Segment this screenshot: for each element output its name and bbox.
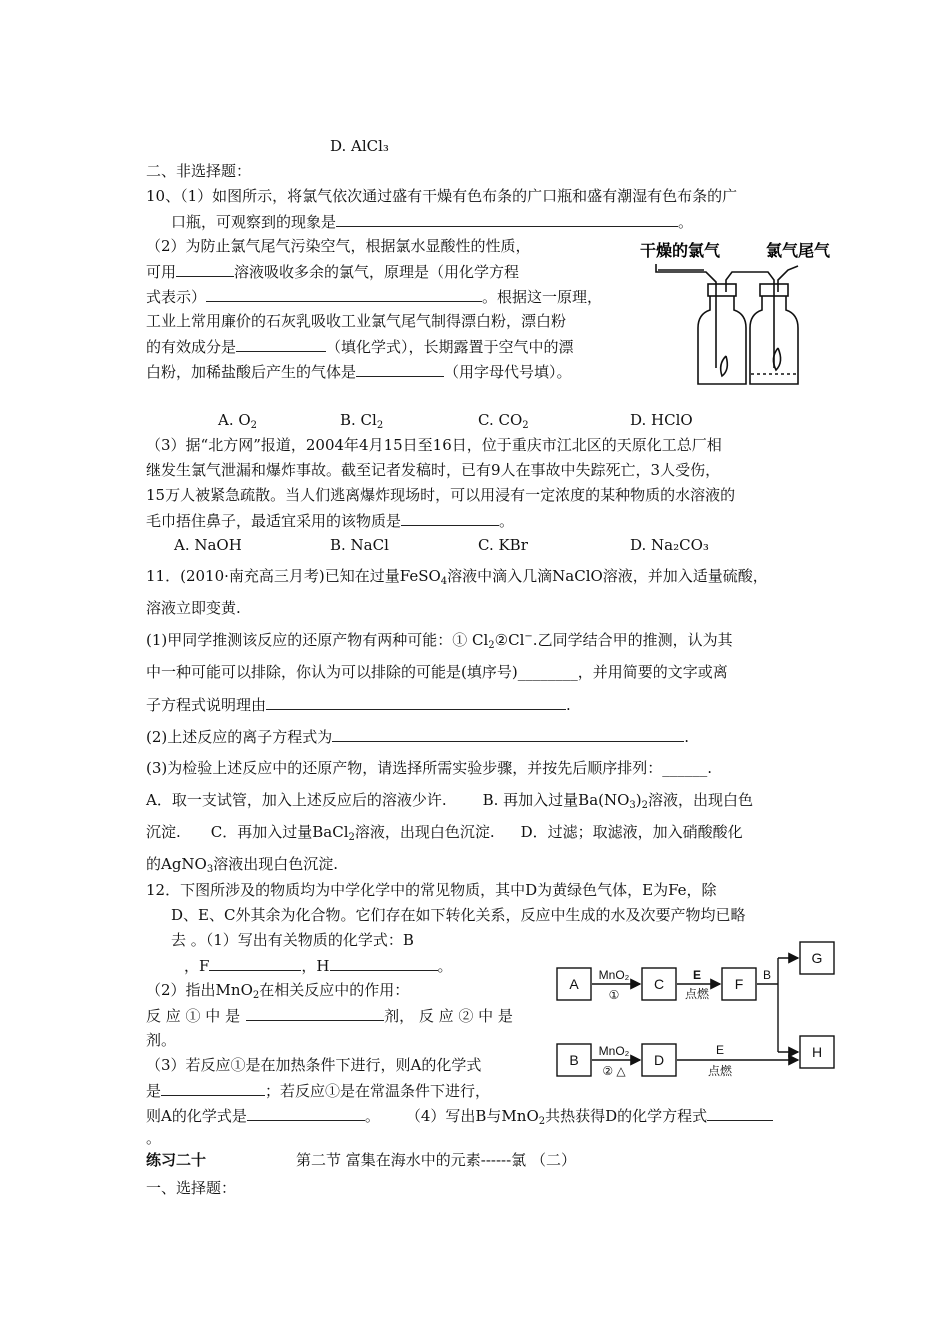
answer-blank[interactable] (356, 361, 444, 377)
label-dry-chlorine: 干燥的氯气 (640, 243, 721, 260)
q10-option-d: D. HClO (630, 411, 693, 429)
gas-bottle-figure (638, 236, 831, 394)
q10-p3-option-c: C. KBr (478, 536, 528, 554)
q11-line2: 溶液立即变黄. (146, 599, 241, 617)
label-mno2-2: MnO₂ (598, 1044, 630, 1058)
answer-blank[interactable] (236, 336, 326, 352)
q10-part3-line1: （3）据“北方网”报道，2004年4月15日至16日，位于重庆市江北区的天原化工总厂相 (146, 436, 722, 454)
answer-blank[interactable] (332, 726, 684, 742)
answer-blank[interactable] (401, 510, 499, 526)
q12-line4: ，F ，H 。 (184, 957, 453, 975)
q11-line5: 子方程式说明理由 . (146, 696, 571, 714)
q12-line8: （3）若反应①是在加热条件下进行，则A的化学式 (146, 1056, 482, 1074)
answer-blank[interactable] (206, 286, 482, 302)
answer-blank[interactable] (246, 1005, 384, 1021)
answer-blank[interactable] (176, 261, 234, 277)
q11-line7: (3)为检验上述反应中的还原产物，请选择所需实验步骤，并按先后顺序排列：______. (146, 759, 713, 777)
label-b: B (762, 968, 772, 982)
section-heading-nonchoice: 二、非选择题： (146, 162, 252, 180)
q11-line1: 11．(2010·南充高三月考)已知在过量FeSO$_4$溶液中滴入几滴NaClO溶液，并加入适量硫酸， (146, 567, 768, 587)
node-d: D (653, 1052, 665, 1068)
q10-p3-option-a: A. NaOH (174, 536, 242, 554)
q10-part1-line1: 10、（1）如图所示，将氯气依次通过盛有干燥有色布条的广口瓶和盛有潮湿有色布条的广 (146, 187, 738, 205)
q10-part2-line6: 白粉，加稀盐酸后产生的气体是 （用字母代号填）。 (146, 363, 572, 381)
q10-option-a: A. $O_2$ (218, 411, 258, 431)
label-mno2-1: MnO₂ (598, 968, 630, 982)
q10-p3-option-d: D. Na₂CO₃ (630, 536, 709, 554)
q12-line7: 剂。 (146, 1031, 177, 1049)
q12-line10: 则A的化学式是 。 （4）写出B与MnO$_2$共热获得D的化学方程式 (146, 1105, 773, 1126)
label-chlorine-tail: 氯气尾气 (766, 243, 831, 260)
q10-part3-line4: 毛巾捂住鼻子，最适宜采用的该物质是 。 (146, 512, 515, 530)
q10-part1-line2: 口瓶，可观察到的现象是 。 (171, 213, 694, 231)
reaction-flow-diagram (552, 938, 842, 1090)
answer-blank[interactable] (330, 955, 438, 971)
label-circ1: ① (608, 988, 620, 1002)
node-h: H (811, 1044, 823, 1060)
node-c: C (653, 976, 665, 992)
node-b: B (569, 1052, 579, 1068)
q12-line9: 是 ；若反应①是在常温条件下进行， (146, 1082, 491, 1100)
label-e-top: E (692, 968, 702, 982)
q12-line1: 12．下图所涉及的物质均为中学化学中的常见物质，其中D为黄绿色气体，E为Fe，除 (146, 881, 717, 899)
q11-line6: (2)上述反应的离子方程式为 . (146, 728, 690, 746)
q12-line6: 反 应 ① 中 是 剂， 反 应 ② 中 是 (146, 1007, 513, 1025)
q10-part2-line2: 可用 溶液吸收多余的氯气，原理是（用化学方程 (146, 263, 520, 281)
q10-part2-line5: 的有效成分是 （填化学式），长期露置于空气中的漂 (146, 338, 574, 356)
option-d-alcl3: D. AlCl₃ (330, 137, 389, 155)
q10-p3-option-b: B. NaCl (330, 536, 389, 554)
q12-line2: D、E、C外其余为化合物。它们存在如下转化关系，反应中生成的水及次要产物均已略 (171, 906, 746, 924)
node-g: G (811, 950, 823, 966)
choice-heading: 一、选择题： (146, 1179, 237, 1197)
answer-blank[interactable] (707, 1105, 773, 1121)
q10-option-c: C. $CO_2$ (478, 411, 529, 431)
q11-line3: (1)甲同学推测该反应的还原产物有两种可能：① $Cl_2②Cl^-$.乙同学结合甲的推测，认为其 (146, 631, 733, 651)
answer-blank[interactable] (266, 694, 566, 710)
practice-heading: 练习二十 (146, 1151, 207, 1169)
section-title: 第二节 富集在海水中的元素------氯 （二） (296, 1151, 576, 1169)
answer-blank[interactable] (161, 1080, 265, 1096)
q11-line4: 中一种可能可以排除，你认为可以排除的可能是(填序号)________，并用简要的文字或离 (146, 663, 728, 681)
label-dianran-top: 点燃 (684, 987, 710, 1001)
label-circ2: ② △ (602, 1064, 626, 1078)
q10-part2-line4: 工业上常用廉价的石灰乳吸收工业氯气尾气制得漂白粉，漂白粉 (146, 312, 567, 330)
answer-blank[interactable] (247, 1105, 365, 1121)
label-dianran-bottom: 点燃 (707, 1064, 733, 1078)
q12-line3: 去 。（1）写出有关物质的化学式：B (171, 931, 414, 949)
q12-line5: （2）指出MnO$_2$在相关反应中的作用： (146, 981, 410, 1001)
node-f: F (734, 976, 744, 992)
q10-part2-line1: （2）为防止氯气尾气污染空气，根据氯水显酸性的性质， (146, 237, 531, 255)
q11-line9: 沉淀. C．再加入过量BaCl$_2$溶液，出现白色沉淀. D．过滤；取滤液，加入硝酸酸化 (146, 823, 743, 843)
node-a: A (569, 976, 579, 992)
q10-part3-line2: 继发生氯气泄漏和爆炸事故。截至记者发稿时，已有9人在事故中失踪死亡，3人受伤， (146, 461, 721, 479)
label-e-bottom: E (715, 1043, 725, 1057)
answer-blank[interactable] (336, 211, 678, 227)
q10-option-b: B. $Cl_2$ (340, 411, 384, 431)
q10-part2-line3: 式表示） 。根据这一原理， (146, 288, 603, 306)
answer-blank[interactable] (209, 955, 301, 971)
q11-line8: A．取一支试管，加入上述反应后的溶液少许. B. 再加入过量$Ba(NO_3)_2$溶液，出现白色 (146, 791, 754, 811)
q10-part3-line3: 15万人被紧急疏散。当人们逃离爆炸现场时，可以用浸有一定浓度的某种物质的水溶液的 (146, 486, 736, 504)
q12-line11: 。 (146, 1129, 162, 1147)
q11-line10: 的AgNO$_3$溶液出现白色沉淀. (146, 855, 339, 875)
